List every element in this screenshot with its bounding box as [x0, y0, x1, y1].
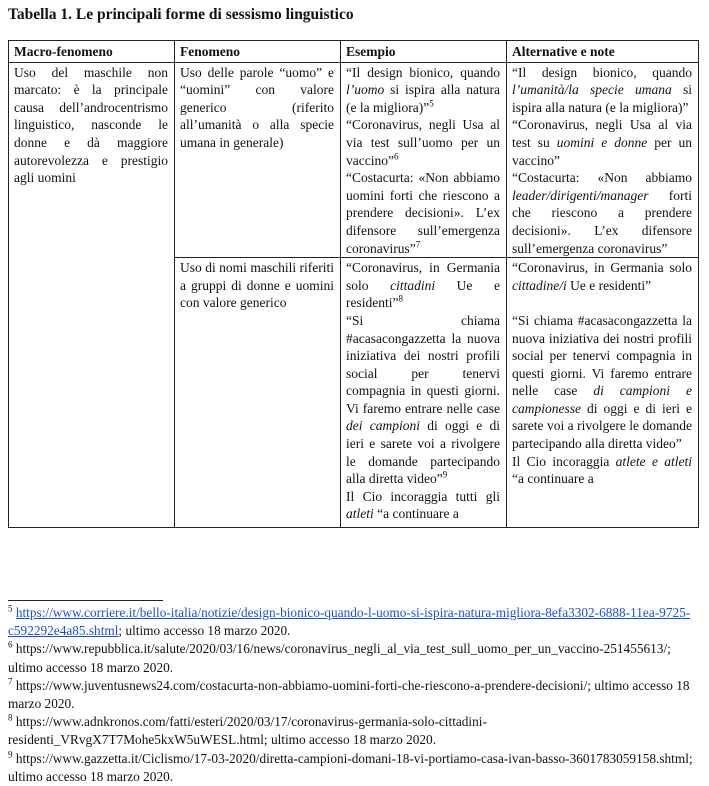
- alternative-cell: [507, 62, 699, 258]
- footnote-separator: [8, 600, 163, 601]
- footnote-ref: 7: [415, 239, 421, 250]
- alternative-para: “Si chiama #acasacongazzetta la nuova iniziativa dei nostri profili social per tenervi compagnia in questi giorni. Vi faremo entrare nelle case di campioni e campionesse di oggi e di ieri e sarete voi a rivolgere le domande partecipando alla diretta video”: [512, 312, 692, 452]
- footnote: $^8$ https://www.adnkronos.com/fatti/esteri/2020/03/17/coronavirus-germania-solo-cittadini-residenti_VRvgX7T7Mohe5kxW5uWESL.html; ultimo accesso 18 marzo 2020.: [8, 712, 487, 748]
- fenomeno-cell: [175, 62, 341, 258]
- alternative-cell: [507, 258, 699, 528]
- fenomeno-text: Uso di nomi maschili riferiti a gruppi di donne e uomini con valore generico: [180, 260, 334, 311]
- alternative-para: Il Cio incoraggia atlete e atleti “a continuare a: [512, 453, 692, 487]
- footnote: $^9$ https://www.gazzetta.it/Ciclismo/17-03-2020/diretta-campioni-domani-18-vi-portiamo-casa-ivan-basso-3601783059158.shtml; ultimo accesso 18 marzo 2020.: [8, 749, 693, 784]
- sexism-table: [8, 40, 699, 528]
- alternative-para: “Il design bionico, quando l’umanità/la specie umana si ispira alla natura (e la migliora)”: [512, 64, 692, 115]
- table-title: Tabella 1. Le principali forme di sessismo linguistico: [8, 6, 354, 23]
- example-para: “Coronavirus, negli Usa al via test sull’uomo per un vaccino”$^6$: [346, 117, 500, 168]
- footnote: $^6$ https://www.repubblica.it/salute/2020/03/16/news/coronavirus_negli_al_via_test_sull_uomo_per_un_vaccino-251455613/; ultimo accesso 18 marzo 2020.: [8, 639, 671, 675]
- alternative-para: [512, 294, 692, 312]
- fenomeno-cell: [175, 258, 341, 528]
- example-para: “Costacurta: «Non abbiamo uomini forti che riescono a prendere decisioni». L’ex difensore sull’emergenza coronavirus”$^7$: [346, 170, 500, 256]
- footnote: $^7$ https://www.juventusnews24.com/costacurta-non-abbiamo-uomini-forti-che-riescono-a-prendere-decisioni/; ultimo accesso 18 marzo 2020.: [8, 676, 690, 712]
- example-para: Il Cio incoraggia tutti gli atleti “a continuare a: [346, 488, 500, 522]
- esempio-cell: [341, 62, 507, 258]
- header-esempio: Esempio: [341, 41, 507, 63]
- alternative-para: “Costacurta: «Non abbiamo leader/dirigenti/manager forti che riescono a prendere decisioni». L’ex difensore sull’emergenza coronavirus”: [512, 170, 692, 256]
- macro-text: Uso del maschile non marcato: è la principale causa dell’androcentrismo linguistico, nasconde le donne e dà maggiore autorevolezza e prestigio agli uomini: [14, 64, 168, 186]
- footnotes: [8, 600, 698, 786]
- footnote-ref: 8: [398, 293, 403, 304]
- header-fenomeno: Fenomeno: [175, 41, 341, 63]
- header-alternative: Alternative e note: [507, 41, 699, 63]
- esempio-cell: [341, 258, 507, 528]
- example-para: “Il design bionico, quando l’uomo si ispira alla natura (e la migliora)”$^5$: [346, 64, 500, 115]
- footnote-ref: 5: [429, 98, 434, 109]
- macro-cell: [9, 62, 175, 528]
- table-row: [9, 62, 699, 258]
- footnote-link[interactable]: https://www.corriere.it/bello-italia/notizie/design-bionico-quando-l-uomo-si-ispira-natura-migliora-8efa3302-6888-11ea-9725-c592292e4a85.shtml: [8, 605, 691, 639]
- header-macro: Macro-fenomeno: [9, 41, 175, 63]
- alternative-para: “Coronavirus, negli Usa al via test su uomini e donne per un vaccino”: [512, 117, 692, 168]
- footnote-ref: 6: [393, 151, 399, 162]
- alternative-para: “Coronavirus, in Germania solo cittadine/i Ue e residenti”: [512, 260, 692, 293]
- table-header-row: [9, 41, 699, 63]
- fenomeno-text: Uso delle parole “uomo” e “uomini” con valore generico (riferito all’umanità o alla specie umana in generale): [180, 64, 334, 150]
- example-para: “Si chiama #acasacongazzetta la nuova iniziativa dei nostri profili social per tenervi compagnia in questi giorni. Vi faremo entrare nelle case dei campioni di oggi e di ieri e sarete voi a rivolgere le domande partecipando alla diretta video”$^9$: [346, 312, 500, 487]
- example-para: “Coronavirus, in Germania solo cittadini Ue e residenti”$^8$: [346, 260, 500, 311]
- footnote-ref: 9: [442, 469, 448, 480]
- footnote: $^5$ https://www.corriere.it/bello-italia/notizie/design-bionico-quando-l-uomo-si-ispira-natura-migliora-8efa3302-6888-11ea-9725-c592292e4a85.shtml; ultimo accesso 18 marzo 2020.: [8, 603, 691, 639]
